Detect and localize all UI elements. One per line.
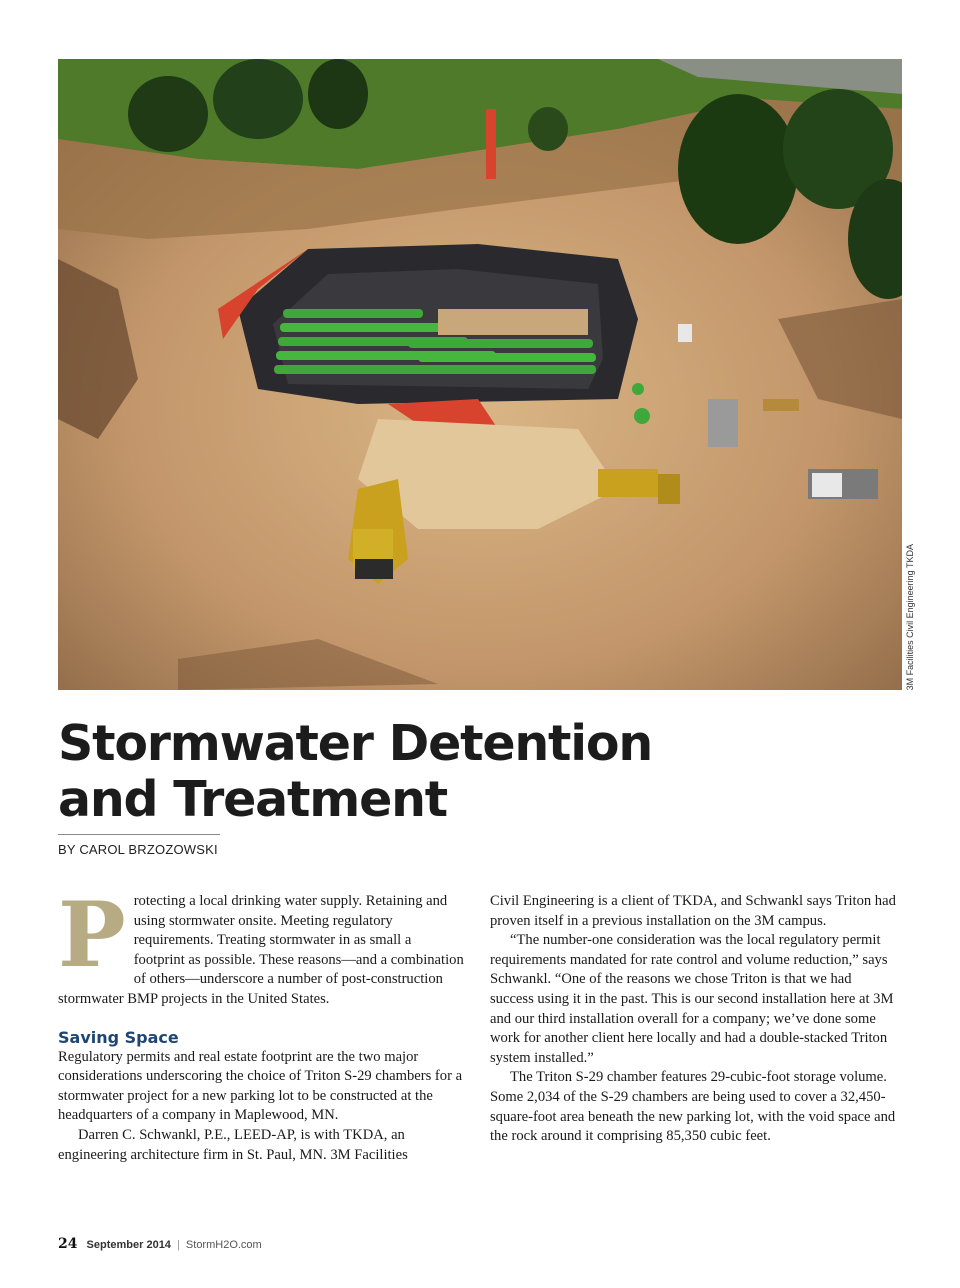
page-number: 24 [58,1236,78,1252]
body-paragraph: Civil Engineering is a client of TKDA, and Schwankl says Triton had proven itself in a previous installation on the 3M campus. [490,893,896,929]
article-title-line-1: Stormwater Detention [58,715,653,772]
issue-date: September 2014 [86,1239,171,1251]
photo-credit [903,60,917,690]
body-paragraph: Darren C. Schwankl, P.E., LEED-AP, is with TKDA, an engineering architecture firm in St. Paul, MN. 3M Facilities [58,1126,408,1163]
intro-text: rotecting a local drinking water supply. Retaining and using stormwater onsite. Meeting regulatory requirements. Treating stormwater in as small a footprint as possible. These reasons—and a combination of others—underscore a number of post-construction stormwater BMP projects in the United States. [58,893,464,1007]
aerial-construction-photo [58,59,902,690]
article-title-line-2: and Treatment [58,771,448,828]
article-column-1 [58,882,466,1165]
body-paragraph: “The number-one consideration was the local regulatory permit requirements mandated for rate control and volume reduction,” says Schwankl. “One of the reasons we chose Triton is that we had success using it in the past. This is our second installation here at 3M and our third installation overall for a company; we’ve done some work for another client here locally and had a double-stacked Triton system installed.” [490,932,894,1066]
drop-cap: P [58,882,126,988]
aerial-construction-site-photo-icon [58,59,902,690]
article-title [58,716,818,828]
photo-credit-text: 3M Facilities Civil Engineering TKDA [905,543,915,690]
byline-rule [58,834,220,835]
body-paragraph: The Triton S-29 chamber features 29-cubic-foot storage volume. Some 2,034 of the S-29 chambers are being used to cover a 32,450-square-foot area beneath the new parking lot, with the void space and the rock around it comprising 85,350 cubic feet. [490,1069,896,1145]
body-paragraph: Regulatory permits and real estate footprint are the two major considerations underscoring the choice of Triton S-29 chambers for a stormwater project for a new parking lot to be constructed at the headquarters of a company in Maplewood, MN. [58,1048,463,1124]
article-column-2 [490,892,898,1147]
byline: BY CAROL BRZOZOWSKI [58,842,218,857]
site-name: StormH2O.com [185,1239,262,1251]
page-footer [58,1236,262,1252]
section-subhead: Saving Space [58,1027,179,1047]
footer-separator: | [177,1239,180,1251]
intro-paragraph [58,882,466,1010]
